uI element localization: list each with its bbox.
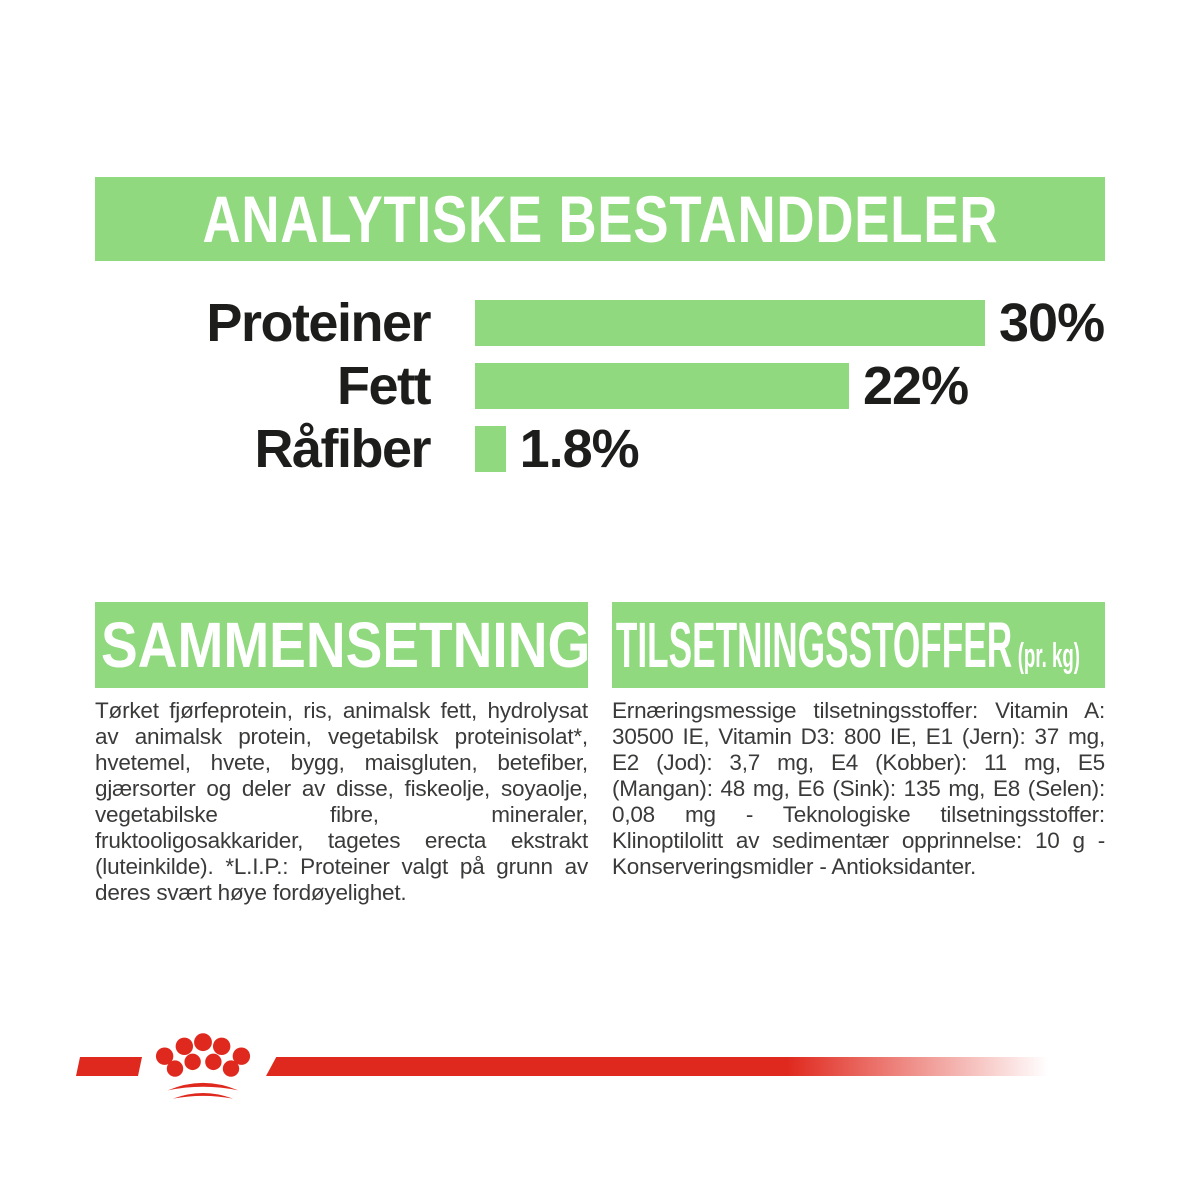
chart-row-fibre bbox=[95, 419, 1105, 479]
analytical-constituents-banner bbox=[95, 177, 1105, 261]
composition-body-text: Tørket fjørfeprotein, ris, animalsk fett, hydrolysat av animalsk protein, vegetabilsk proteinisolat*, hvetemel, hvete, bygg, maisgluten, betefiber, gjærsorter og deler av disse, fiskeolje, soyaolje, vegetabilske fibre, mineraler, fruktooligosakkarider, tagetes erecta ekstrakt (luteinkilde). *L.I.P.: Proteiner valgt på grunn av deres svært høye fordøyelighet. bbox=[95, 698, 588, 905]
chart-row-protein bbox=[95, 293, 1105, 353]
additives-section bbox=[612, 602, 1105, 880]
red-divider-line-right bbox=[266, 1057, 1056, 1076]
composition-banner bbox=[95, 602, 591, 688]
chart-row-fat bbox=[95, 356, 1105, 416]
fibre-value: 1.8% bbox=[519, 419, 639, 479]
additives-body-text: Ernæringsmessige tilsetningsstoffer: Vitamin A: 30500 IE, Vitamin D3: 800 IE, E1 (Jern): 37 mg, E2 (Jod): 3,7 mg, E4 (Kobber): 11 mg, E5 (Mangan): 48 mg, E6 (Sink): 135 mg, E8 (Selen): 0,08 mg - Teknologiske tilsetningsstoffer: Klinoptilolitt av sedimentær opprinnelse: 10 g - Konserveringsmidler - Antioksidanter. bbox=[612, 698, 1105, 879]
red-divider-line-left bbox=[76, 1057, 142, 1076]
fibre-label: Råfiber bbox=[254, 419, 430, 479]
protein-value: 30% bbox=[999, 293, 1105, 353]
additives-banner bbox=[612, 602, 1105, 688]
nutrient-bar-chart bbox=[95, 293, 1105, 489]
protein-bar bbox=[475, 300, 985, 346]
royal-canin-crown-icon bbox=[147, 1031, 259, 1100]
composition-section bbox=[95, 602, 591, 906]
analytical-constituents-title: ANALYTISKE BESTANDDELER bbox=[202, 182, 998, 256]
protein-label: Proteiner bbox=[206, 293, 430, 353]
fat-label: Fett bbox=[337, 356, 430, 416]
composition-title: SAMMENSETNING bbox=[101, 609, 591, 681]
fat-bar bbox=[475, 363, 849, 409]
fibre-bar bbox=[475, 426, 506, 472]
additives-title-unit: (pr. kg) bbox=[1017, 637, 1081, 675]
fat-value: 22% bbox=[863, 356, 969, 416]
additives-title-main: TILSETNINGSSTOFFER bbox=[615, 609, 1013, 681]
additives-title bbox=[612, 608, 1080, 682]
